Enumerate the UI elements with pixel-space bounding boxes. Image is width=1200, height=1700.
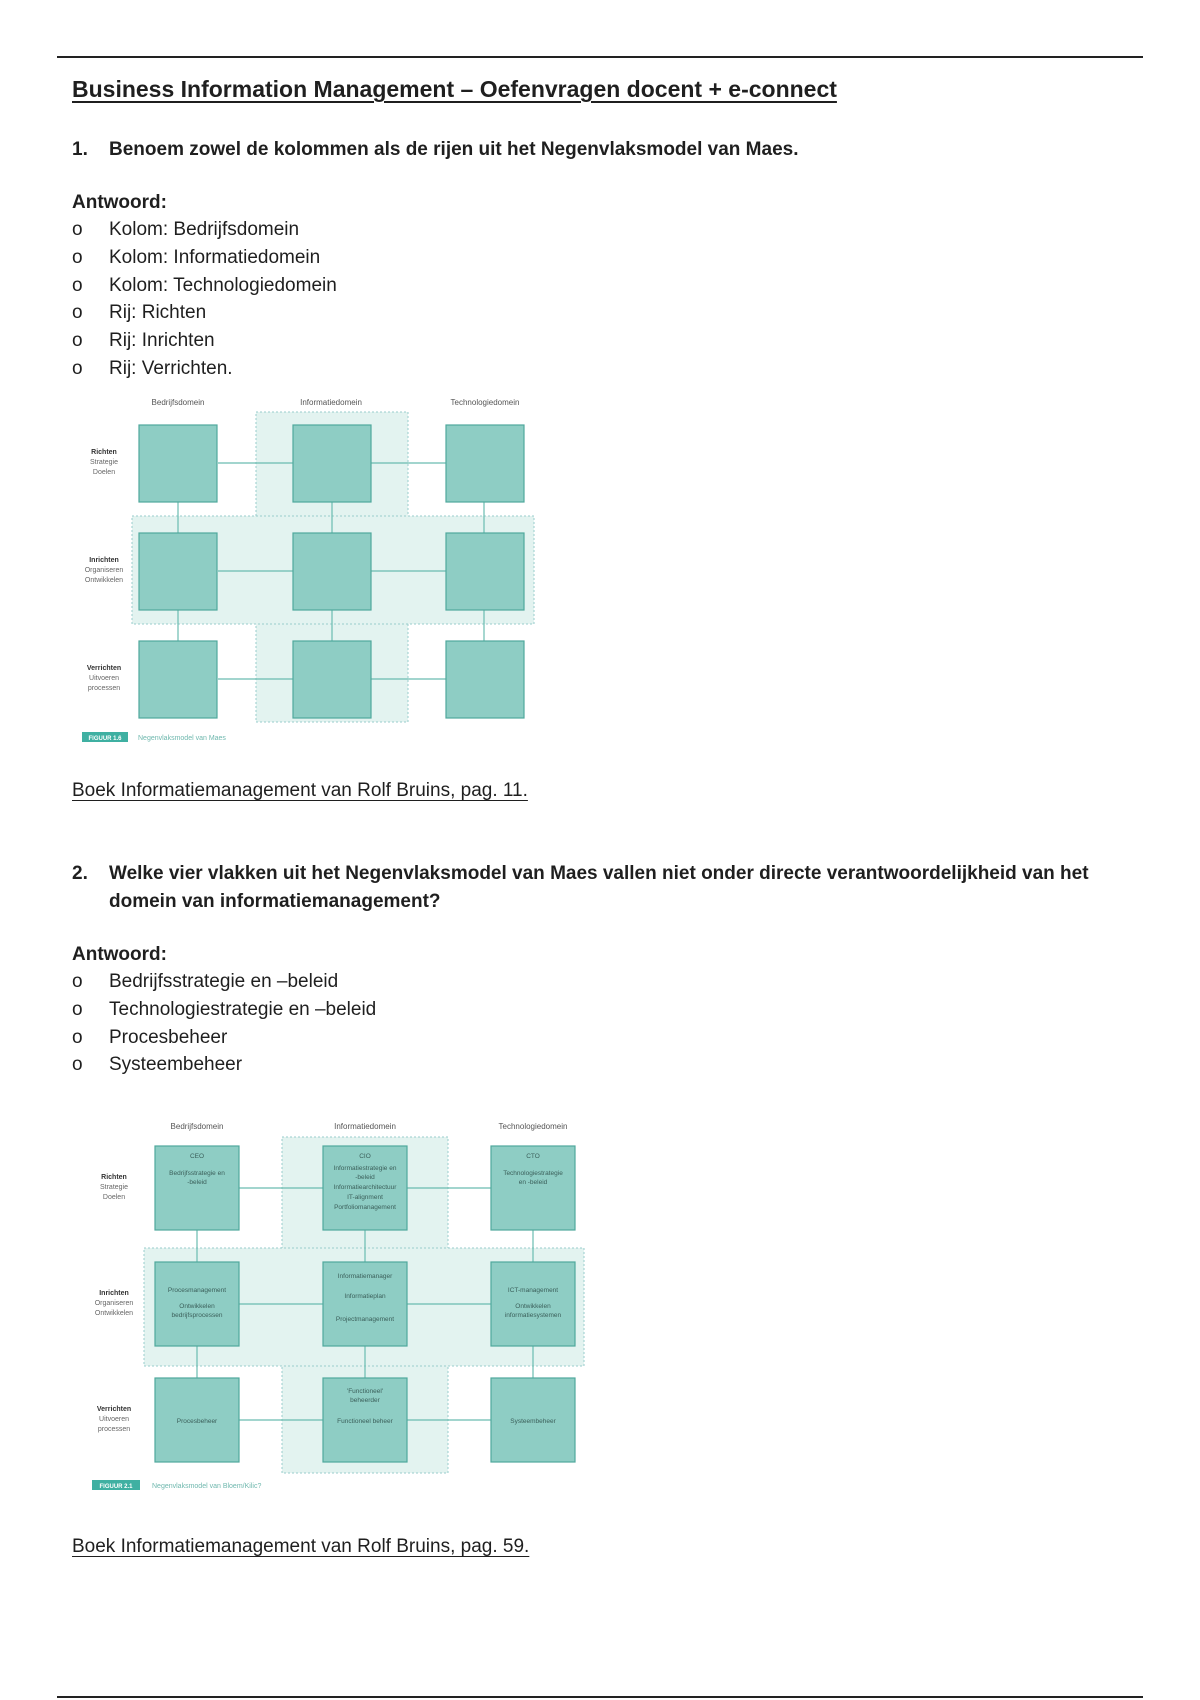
answer-label: Antwoord:	[72, 192, 167, 213]
svg-text:Procesbeheer: Procesbeheer	[176, 1418, 218, 1425]
svg-text:Bedrijfsstrategie en: Bedrijfsstrategie en	[169, 1170, 225, 1177]
row-label: Verrichten	[96, 1406, 132, 1413]
model-cell	[446, 533, 524, 610]
figure-caption: Negenvlaksmodel van Bloem/Kilic?	[152, 1483, 262, 1490]
svg-text:Technologiestrategie: Technologiestrategie	[503, 1170, 563, 1177]
svg-text:Procesmanagement: Procesmanagement	[167, 1287, 227, 1294]
model-cell	[139, 425, 217, 502]
document-title: Business Information Management – Oefenvragen docent + e-connect	[72, 76, 837, 102]
svg-text:en -beleid: en -beleid	[518, 1179, 548, 1186]
model-cell	[293, 533, 371, 610]
column-header: Informatiedomein	[334, 1122, 396, 1131]
svg-text:processen: processen	[97, 1426, 131, 1433]
row-label: Verrichten	[86, 665, 122, 672]
list-item: o Procesbeheer	[72, 1026, 228, 1048]
list-item: o Systeembeheer	[72, 1054, 243, 1076]
column-header: Informatiedomein	[300, 398, 362, 407]
svg-text:Strategie: Strategie	[99, 1184, 129, 1191]
svg-text:Organiseren: Organiseren	[94, 1300, 134, 1307]
column-header: Bedrijfsdomein	[151, 398, 205, 407]
svg-text:Projectmanagement: Projectmanagement	[335, 1316, 395, 1323]
model-cell	[446, 641, 524, 718]
svg-text:Portfoliomanagement: Portfoliomanagement	[334, 1204, 396, 1211]
svg-text:Doelen: Doelen	[102, 1194, 126, 1201]
list-item: o Rij: Richten	[72, 302, 207, 324]
svg-text:ICT-management: ICT-management	[507, 1287, 559, 1294]
maes-model-figure-2	[90, 1118, 596, 1494]
svg-text:Ontwikkelen: Ontwikkelen	[179, 1303, 215, 1310]
source-reference: Boek Informatiemanagement van Rolf Bruins, pag. 11.	[72, 780, 528, 801]
column-header: Bedrijfsdomein	[170, 1122, 224, 1131]
svg-text:Ontwikkelen: Ontwikkelen	[515, 1303, 551, 1310]
svg-text:Strategie: Strategie	[89, 459, 119, 466]
svg-text:Uitvoeren: Uitvoeren	[99, 1416, 129, 1423]
model-cell	[446, 425, 524, 502]
svg-text:Uitvoeren: Uitvoeren	[89, 675, 119, 682]
svg-text:'Functioneel': 'Functioneel'	[346, 1388, 384, 1395]
svg-text:Informatiemanager: Informatiemanager	[337, 1273, 393, 1280]
svg-text:CEO: CEO	[189, 1153, 205, 1160]
list-item: o Rij: Verrichten.	[72, 357, 233, 379]
question-number: 2.	[72, 863, 88, 884]
svg-text:-beleid: -beleid	[187, 1179, 207, 1186]
svg-text:CIO: CIO	[359, 1153, 371, 1160]
model-cell	[139, 533, 217, 610]
column-header: Technologiedomein	[450, 398, 520, 407]
svg-text:CTO: CTO	[526, 1153, 540, 1160]
answer-list	[72, 968, 376, 1079]
answer-list	[72, 216, 337, 383]
model-cell	[293, 641, 371, 718]
top-rule	[57, 56, 1143, 58]
svg-text:Informatieplan: Informatieplan	[344, 1293, 386, 1300]
list-item: o Kolom: Informatiedomein	[72, 246, 321, 268]
bottom-rule	[57, 1696, 1143, 1698]
model-cell	[293, 425, 371, 502]
source-reference: Boek Informatiemanagement van Rolf Bruins, pag. 59.	[72, 1536, 530, 1557]
svg-text:Ontwikkelen: Ontwikkelen	[84, 577, 124, 584]
svg-text:informatiesystemen: informatiesystemen	[504, 1312, 562, 1319]
row-label: Inrichten	[99, 1290, 129, 1297]
svg-text:Organiseren: Organiseren	[84, 567, 124, 574]
list-item: o Rij: Inrichten	[72, 330, 215, 352]
row-label: Richten	[101, 1174, 127, 1181]
svg-text:Systeembeheer: Systeembeheer	[510, 1418, 556, 1425]
svg-text:-beleid: -beleid	[355, 1174, 375, 1181]
question-text: Welke vier vlakken uit het Negenvlaksmodel van Maes vallen niet onder directe verantwoordelijkheid van het domein van informatiemanagement?	[109, 863, 1089, 912]
svg-text:beheerder: beheerder	[350, 1397, 380, 1404]
model-cell	[139, 641, 217, 718]
question-1	[72, 136, 1132, 164]
maes-model-figure-1	[80, 394, 540, 746]
question-number: 1.	[72, 139, 88, 160]
svg-text:bedrijfsprocessen: bedrijfsprocessen	[171, 1312, 223, 1319]
row-label: Inrichten	[89, 557, 119, 564]
svg-text:Informatiestrategie en: Informatiestrategie en	[333, 1165, 397, 1172]
svg-text:Informatiearchitectuur: Informatiearchitectuur	[333, 1184, 397, 1191]
svg-text:FIGUUR 1.6: FIGUUR 1.6	[88, 736, 122, 742]
column-header: Technologiedomein	[498, 1122, 568, 1131]
svg-text:IT-alignment: IT-alignment	[347, 1194, 383, 1201]
svg-text:Doelen: Doelen	[92, 469, 116, 476]
list-item: o Kolom: Bedrijfsdomein	[72, 219, 300, 240]
svg-text:processen: processen	[87, 685, 121, 692]
list-item: o Technologiestrategie en –beleid	[72, 998, 377, 1020]
list-item: o Bedrijfsstrategie en –beleid	[72, 971, 339, 992]
svg-text:FIGUUR 2.1: FIGUUR 2.1	[99, 1484, 133, 1490]
figure-caption: Negenvlaksmodel van Maes	[138, 735, 226, 742]
answer-label: Antwoord:	[72, 944, 167, 965]
list-item: o Kolom: Technologiedomein	[72, 274, 337, 296]
question-2	[72, 860, 1132, 916]
question-text: Benoem zowel de kolommen als de rijen uit het Negenvlaksmodel van Maes.	[109, 139, 799, 160]
svg-text:Functioneel beheer: Functioneel beheer	[337, 1418, 393, 1425]
row-label: Richten	[91, 449, 117, 456]
svg-text:Ontwikkelen: Ontwikkelen	[94, 1310, 134, 1317]
